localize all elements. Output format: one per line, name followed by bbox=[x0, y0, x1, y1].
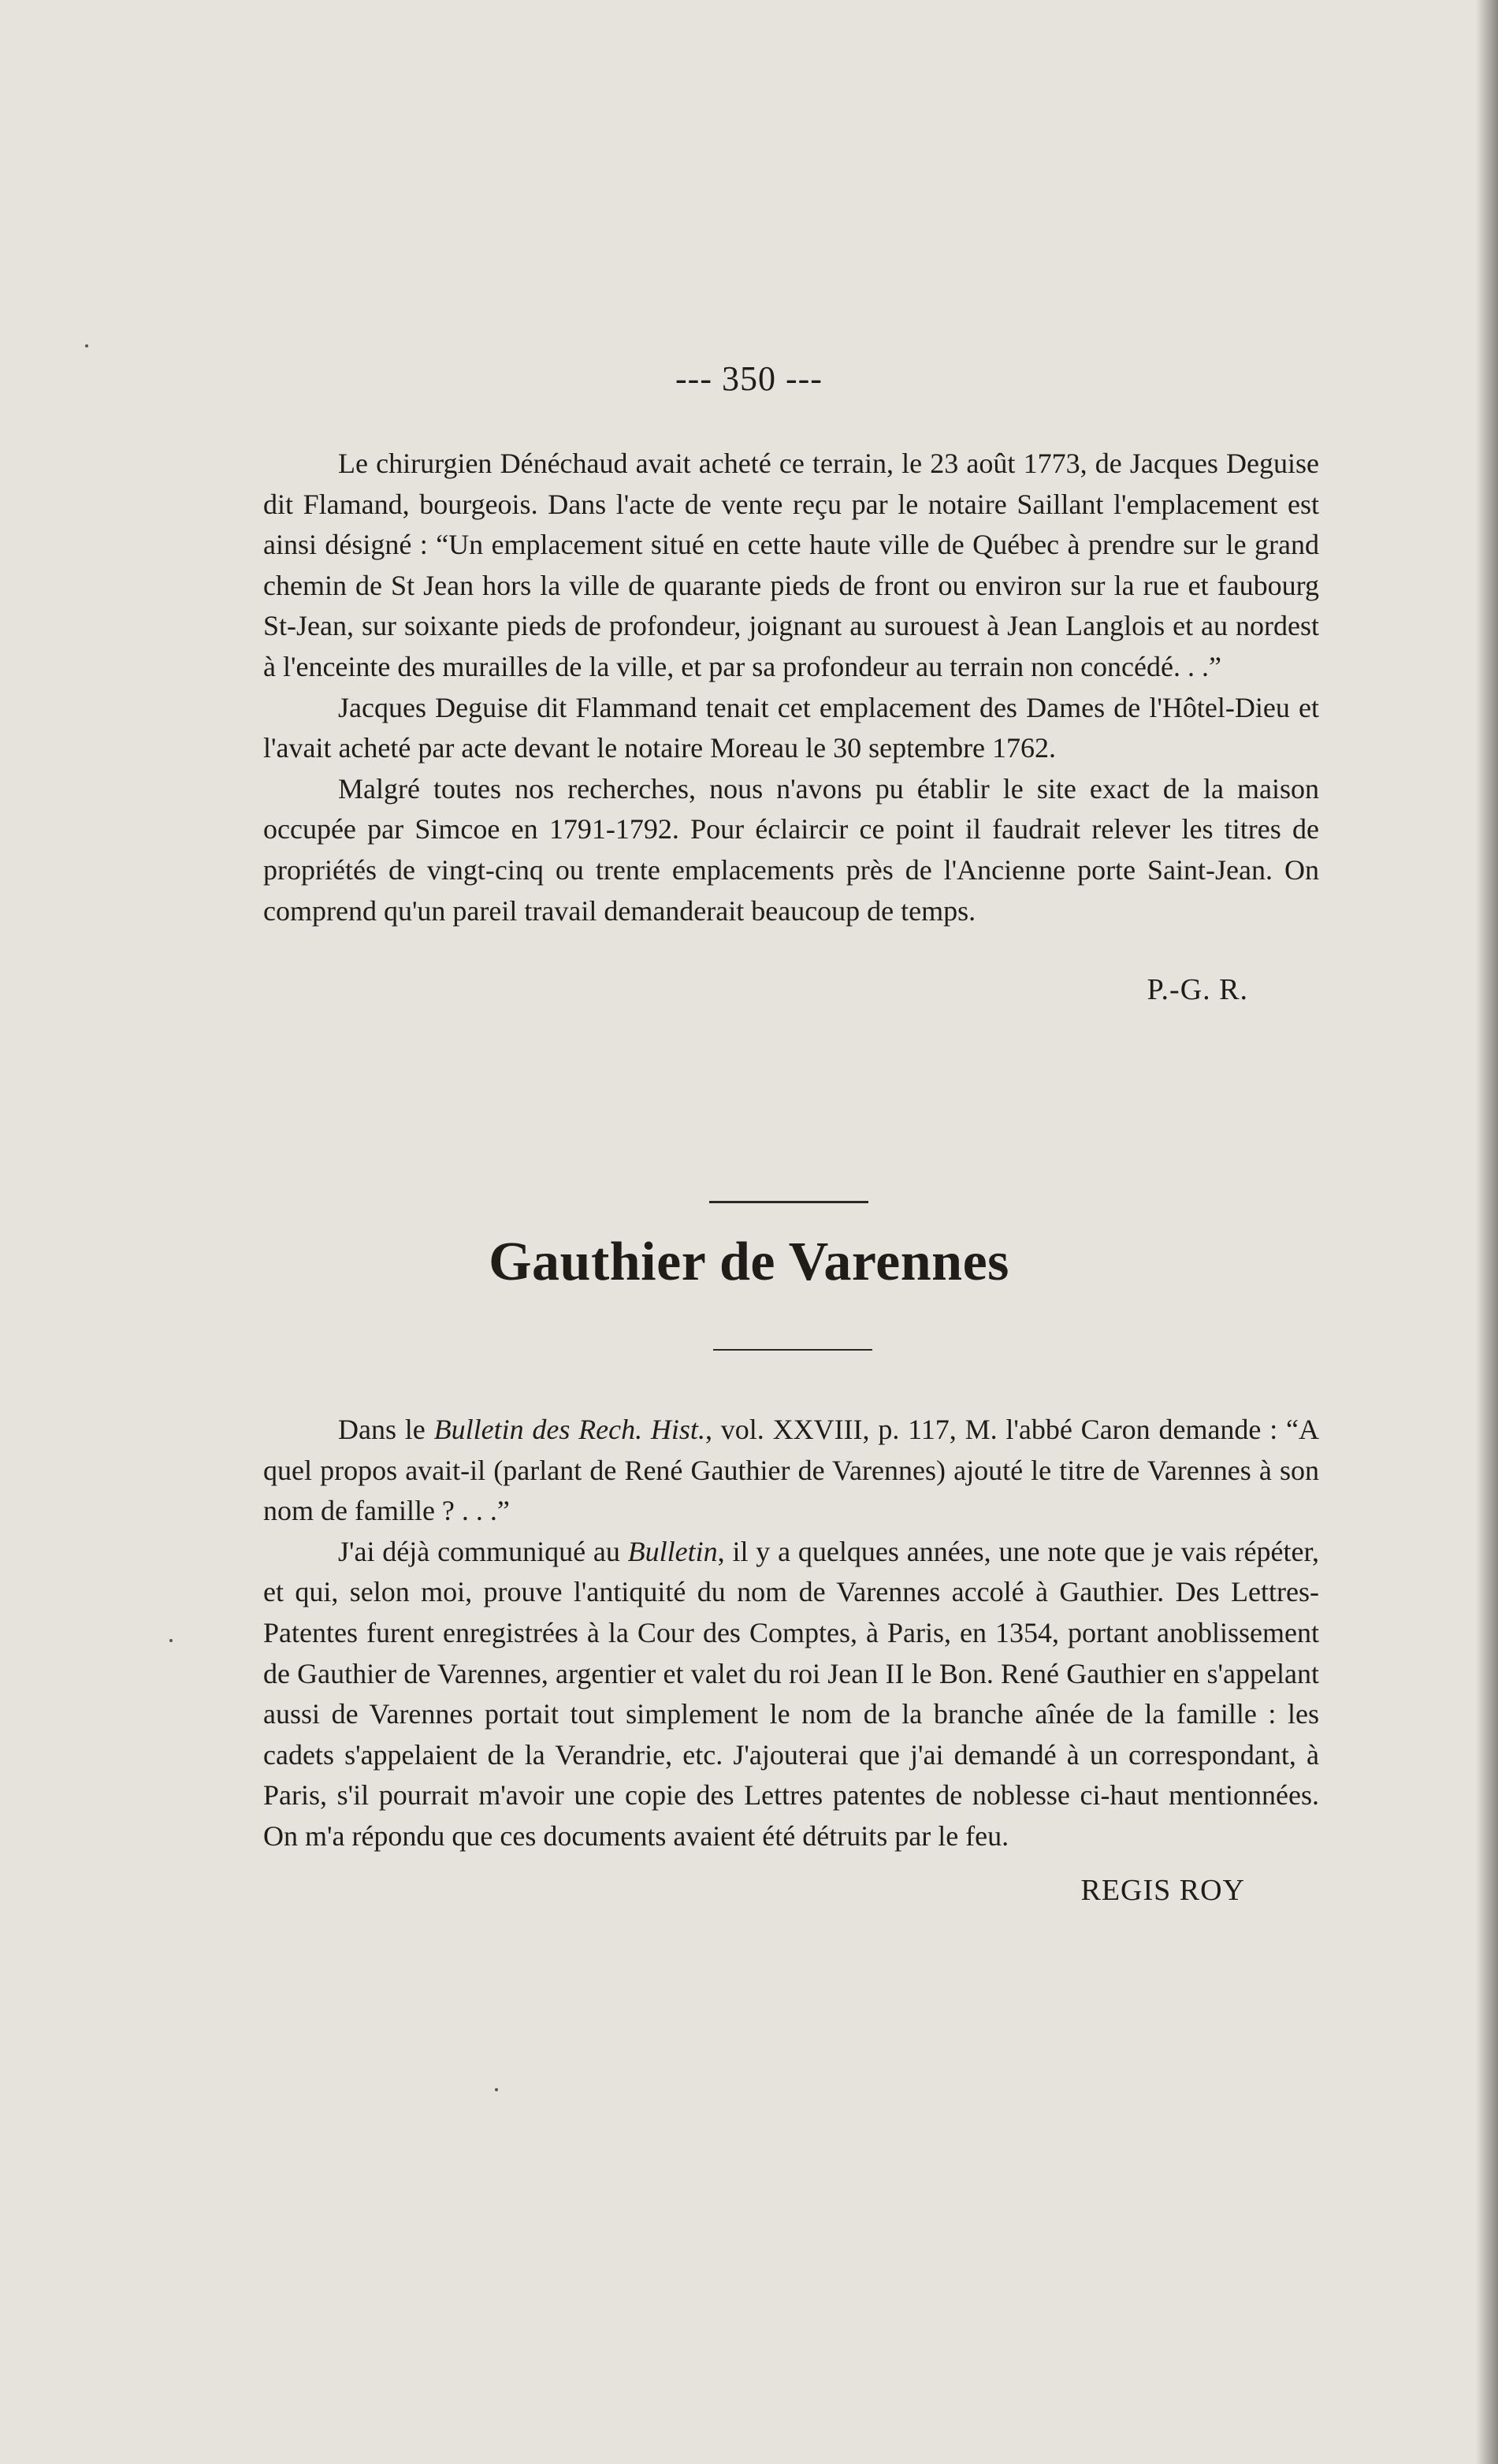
article-p1-end: , vol. XXVIII, p. 117, M. l'abbé Caron demande : “A quel propos avait-il (parlant de René Gauthier de Varennes) ajouté le titre de Varennes à son nom de famille ? . . .” bbox=[263, 1414, 1320, 1527]
signature-regis-roy: REGIS ROY bbox=[1080, 1873, 1245, 1907]
bulletin-ref: Bulletin bbox=[627, 1535, 718, 1567]
article-body bbox=[263, 1410, 1319, 1911]
title-rule-bottom bbox=[713, 1349, 872, 1351]
signature-pgr: P.-G. R. bbox=[1147, 973, 1248, 1007]
title-rule-top bbox=[709, 1201, 868, 1203]
section-continuation bbox=[263, 444, 1319, 1010]
paragraph-2: Jacques Deguise dit Flammand tenait cet emplacement des Dames de l'Hôtel-Dieu et l'avait acheté par acte devant le notaire Moreau le 30 septembre 1762. bbox=[263, 691, 1319, 764]
article-p1-start: Dans le bbox=[338, 1414, 434, 1445]
article-p2-start: J'ai déjà communiqué au bbox=[338, 1535, 628, 1567]
paper-speck bbox=[169, 1639, 173, 1642]
article-paragraph-2 bbox=[263, 1532, 1319, 1857]
article-p2-end: , il y a quelques années, une note que je vais répéter, et qui, selon moi, prouve l'antiquité du nom de Varennes accolé à Gauthier. Des Lettres-Patentes furent enregistrées à la Cour des Comptes, à Paris, en 1354, portant anoblissement de Gauthier de Varennes, argentier et valet du roi Jean II le Bon. René Gauthier en s'appelant aussi de Varennes portait tout simplement le nom de la branche aînée de la famille : les cadets s'appelaient de la Verandrie, etc. J'ajouterai que j'ai demandé à un correspondant, à Paris, s'il pourrait m'avoir une copie des Lettres patentes de noblesse ci-haut mentionnées. On m'a répondu que ces documents avaient été détruits par le feu. bbox=[263, 1535, 1319, 1852]
paper-speck bbox=[495, 2088, 498, 2091]
paragraph-1: Le chirurgien Dénéchaud avait acheté ce terrain, le 23 août 1773, de Jacques Deguise dit Flamand, bourgeois. Dans l'acte de vente reçu par le notaire Saillant l'emplacement est ainsi désigné : “Un emplacement situé en cette haute ville de Québec à prendre sur le grand chemin de St Jean hors la ville de quarante pieds de front ou environ sur la rue et faubourg St-Jean, sur soixante pieds de profondeur, joignant au surouest à Jean Langlois et au nordest à l'enceinte des murailles de la ville, et par sa profondeur au terrain non concédé. . .” bbox=[263, 448, 1319, 682]
bulletin-title-ref: Bulletin des Rech. Hist. bbox=[433, 1414, 705, 1445]
article-title: Gauthier de Varennes bbox=[489, 1232, 1009, 1292]
paper-speck bbox=[85, 344, 88, 347]
article-paragraph-1 bbox=[263, 1410, 1319, 1532]
paragraph-3: Malgré toutes nos recherches, nous n'avons pu établir le site exact de la maison occupée par Simcoe en 1791-1792. Pour éclaircir ce point il faudrait relever les titres de propriétés de vingt-cinq ou trente emplacements près de l'Ancienne porte Saint-Jean. On comprend qu'un pareil travail demanderait beaucoup de temps. bbox=[263, 772, 1319, 927]
page-number: --- 350 --- bbox=[675, 359, 823, 398]
